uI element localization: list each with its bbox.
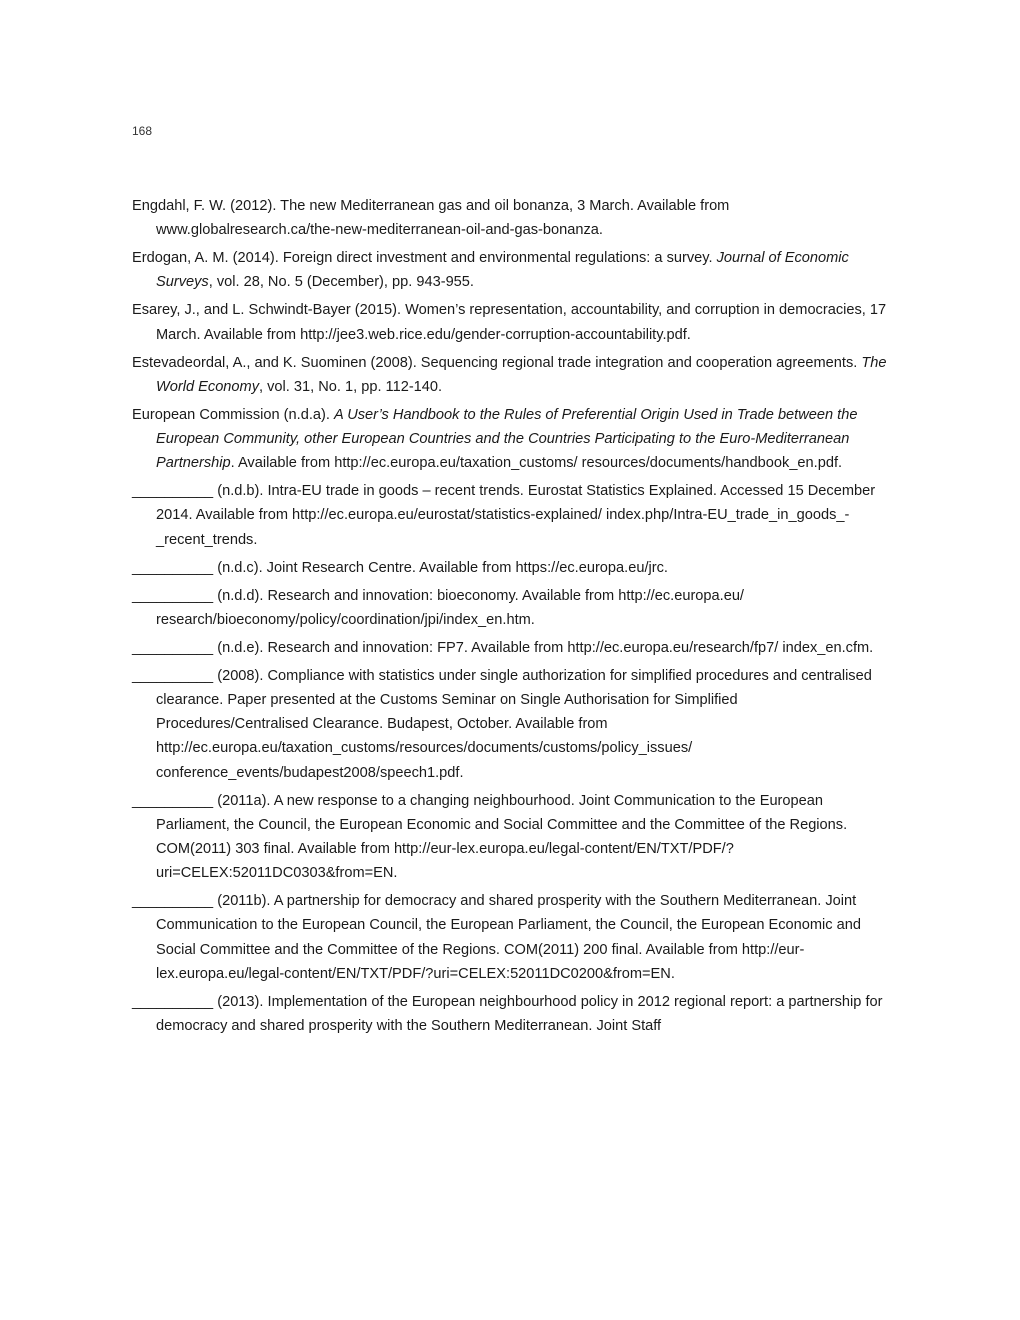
reference-entry xyxy=(132,194,892,242)
reference-entry xyxy=(132,479,892,552)
reference-text: . Available from http://ec.europa.eu/taxation_customs/ resources/documents/handbook_en.pdf. xyxy=(230,455,843,472)
reference-text: __________ (n.d.d). Research and innovation: bioeconomy. Available from http://ec.europa.eu/ research/bioeconomy/policy/coordination/jpi/index_en.htm. xyxy=(132,587,744,628)
reference-entry xyxy=(132,246,892,294)
reference-text: Estevadeordal, A., and K. Suominen (2008). Sequencing regional trade integration and cooperation agreements. xyxy=(132,354,862,371)
reference-text: __________ (2008). Compliance with statistics under single authorization for simplified procedures and centralised clearance. Paper presented at the Customs Seminar on Single Authorisation for Simplified Procedures/Centralised Clearance. Budapest, October. Available from http://ec.europa.eu/taxation_customs/resources/documents/customs/policy_issues/ conference_events/budapest2008/speech1.pdf. xyxy=(132,667,872,781)
reference-text: , vol. 31, No. 1, pp. 112-140. xyxy=(259,378,443,395)
reference-entry xyxy=(132,664,892,785)
reference-text: __________ (2011b). A partnership for democracy and shared prosperity with the Southern Mediterranean. Joint Communication to the European Council, the European Parliament, the Council, the European Economic and Social Committee and the Committee of the Regions. COM(2011) 200 final. Available from http://eur-lex.europa.eu/legal-content/EN/TXT/PDF/?uri=CELEX:52011DC0200&from=EN. xyxy=(132,893,861,982)
reference-title-italic: The World Economy xyxy=(156,354,887,395)
reference-entry xyxy=(132,889,892,986)
reference-title-italic: Journal of Economic Surveys xyxy=(156,250,849,291)
reference-entry xyxy=(132,990,892,1038)
reference-entry xyxy=(132,403,892,476)
reference-entry xyxy=(132,584,892,632)
reference-text: Erdogan, A. M. (2014). Foreign direct investment and environmental regulations: a survey. xyxy=(132,250,717,267)
reference-title-italic: A User’s Handbook to the Rules of Preferential Origin Used in Trade between the European Community, other European Countries and the Countries Participating to the Euro-Mediterranean Partnership xyxy=(156,406,858,472)
reference-entry xyxy=(132,789,892,886)
reference-entry xyxy=(132,636,892,660)
reference-list xyxy=(132,194,892,1042)
reference-entry xyxy=(132,556,892,580)
reference-text: __________ (n.d.c). Joint Research Centre. Available from https://ec.europa.eu/jrc. xyxy=(132,559,668,576)
reference-text: __________ (n.d.e). Research and innovation: FP7. Available from http://ec.europa.eu/research/fp7/ index_en.cfm. xyxy=(132,639,874,656)
reference-text: __________ (n.d.b). Intra-EU trade in goods – recent trends. Eurostat Statistics Explained. Accessed 15 December 2014. Available from http://ec.europa.eu/eurostat/statistics-explained/ index.php/Intra-EU_trade_in_goods_-_recent_trends. xyxy=(132,483,876,548)
reference-text: Esarey, J., and L. Schwindt-Bayer (2015). Women’s representation, accountability, and corruption in democracies, 17 March. Available from http://jee3.web.rice.edu/gender-corruption-accountability.pdf. xyxy=(132,302,887,343)
reference-entry xyxy=(132,298,892,346)
reference-text: , vol. 28, No. 5 (December), pp. 943-955. xyxy=(208,274,474,291)
page-number: 168 xyxy=(132,124,153,138)
reference-text: Engdahl, F. W. (2012). The new Mediterranean gas and oil bonanza, 3 March. Available from www.globalresearch.ca/the-new-mediterranean-oil-and-gas-bonanza. xyxy=(132,198,730,239)
reference-text: European Commission (n.d.a). xyxy=(132,406,334,423)
reference-entry xyxy=(132,351,892,399)
reference-text: __________ (2013). Implementation of the European neighbourhood policy in 2012 regional report: a partnership for democracy and shared prosperity with the Southern Mediterranean. Joint Staff xyxy=(132,993,883,1035)
reference-text: __________ (2011a). A new response to a changing neighbourhood. Joint Communication to the European Parliament, the Council, the European Economic and Social Committee and the Committee of the Regions. COM(2011) 303 final. Available from http://eur-lex.europa.eu/legal-content/EN/TXT/PDF/?uri=CELEX:52011DC0303&from=EN. xyxy=(132,792,848,882)
